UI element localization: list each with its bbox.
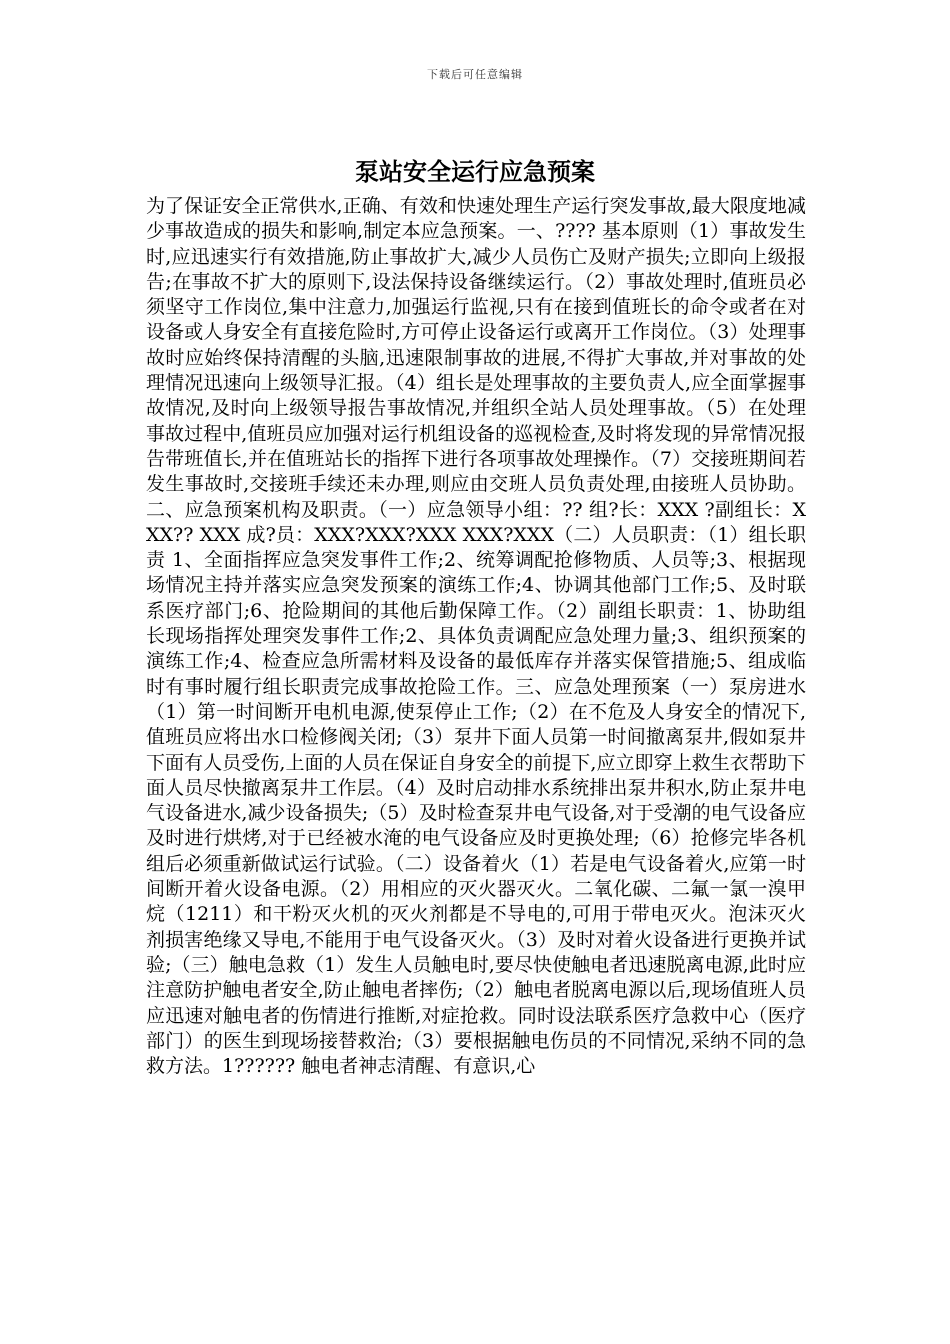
document-body-text: 为了保证安全正常供水,正确、有效和快速处理生产运行突发事故,最大限度地减少事故造成的损失和影响,制定本应急预案。一、???? 基本原则（1）事故发生时,应迅速实行有效措施,防止事故扩大,减少人员伤亡及财产损失;立即向上级报告;在事故不扩大的原则下,设法保持设备继续运行。（2）事故处理时,值班员必须坚守工作岗位,集中注意力,加强运行监视,只有在接到值班长的命令或者在对设备或人身安全有直接危险时,方可停止设备运行或离开工作岗位。（3）处理事故时应始终保持清醒的头脑,迅速限制事故的进展,不得扩大事故,并对事故的处理情况迅速向上级领导汇报。（4）组长是处理事故的主要负责人,应全面掌握事故情况,及时向上级领导报告事故情况,并组织全站人员处理事故。（5）在处理事故过程中,值班员应加强对运行机组设备的巡视检查,及时将发现的异常情况报告带班值长,并在值班站长的指挥下进行各项事故处理操作。（7）交接班期间若发生事故时,交接班手续还未办理,则应由交班人员负责处理,由接班人员协助。二、应急预案机构及职责。（一）应急领导小组：?? 组?长：XXX ?副组长：XXX?? XXX 成?员：XXX?XXX?XXX XXX?XXX（二）人员职责：（1）组长职责 1、全面指挥应急突发事件工作;2、统筹调配抢修物质、人员等;3、根据现场情况主持并落实应急突发预案的演练工作;4、协调其他部门工作;5、及时联系医疗部门;6、抢险期间的其他后勤保障工作。（2）副组长职责：1、协助组长现场指挥处理突发事件工作;2、具体负责调配应急处理力量;3、组织预案的演练工作;4、检查应急所需材料及设备的最低库存并落实保管措施;5、组成临时有事时履行组长职责完成事故抢险工作。三、应急处理预案（一）泵房进水（1）第一时间断开电机电源,使泵停止工作;（2）在不危及人身安全的情况下,值班员应将出水口检修阀关闭;（3）泵井下面人员第一时间撤离泵井,假如泵井下面有人员受伤,上面的人员在保证自身安全的前提下,应立即穿上救生衣帮助下面人员尽快撤离泵井工作层。（4）及时启动排水系统排出泵井积水,防止泵井电气设备进水,减少设备损失;（5）及时检查泵井电气设备,对于受潮的电气设备应及时进行烘烤,对于已经被水淹的电气设备应及时更换处理;（6）抢修完毕各机组后必须重新做试运行试验。（二）设备着火（1）若是电气设备着火,应第一时间断开着火设备电源。（2）用相应的灭火器灭火。二氧化碳、二氟一氯一溴甲烷（1211）和干粉灭火机的灭火剂都是不导电的,可用于带电灭火。泡沫灭火剂损害绝缘又导电,不能用于电气设备灭火。（3）及时对着火设备进行更换并试验;（三）触电急救（1）发生人员触电时,要尽快使触电者迅速脱离电源,此时应注意防护触电者安全,防止触电者摔伤;（2）触电者脱离电源以后,现场值班人员应迅速对触电者的伤情进行推断,对症抢救。同时设法联系医疗急救中心（医疗部门）的医生到现场接替救治;（3）要根据触电伤员的不同情况,采纳不同的急救方法。1?????? 触电者神志清醒、有意识,心 bbox=[146, 195, 806, 1078]
page-header-note: 下载后可任意编辑 bbox=[427, 68, 523, 81]
document-title: 泵站安全运行应急预案 bbox=[355, 157, 595, 186]
